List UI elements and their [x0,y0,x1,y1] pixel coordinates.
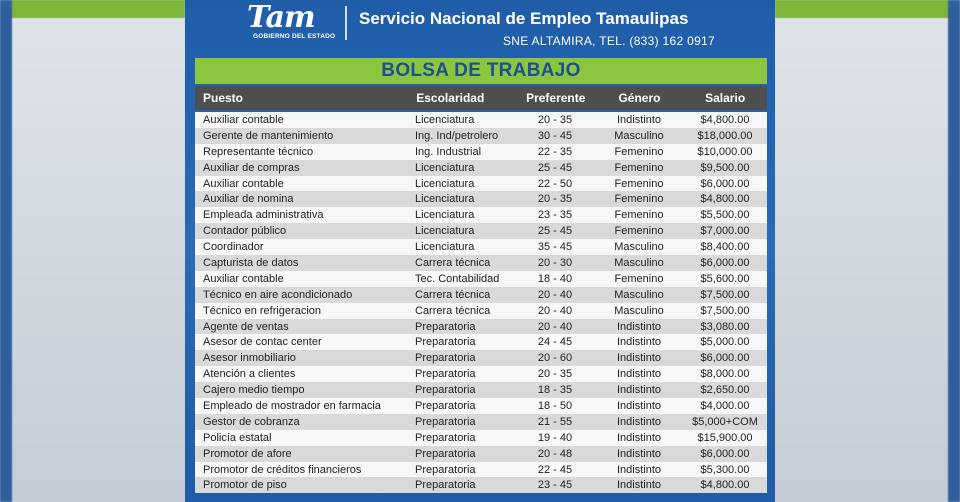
cell-puesto: Auxiliar contable [203,113,284,126]
table-row [195,176,767,192]
cell-edad: 35 - 45 [537,241,573,254]
table-row [195,239,767,255]
cell-escolaridad: Preparatoria [415,368,476,381]
cell-escolaridad: Licenciatura [415,225,475,238]
table-row [195,223,767,239]
cell-genero: Masculino [614,129,664,142]
cell-escolaridad: Licenciatura [415,193,475,206]
cell-salario: $4,800.00 [700,479,750,492]
cell-escolaridad: Preparatoria [415,447,476,460]
cell-genero: Indistinto [616,336,662,349]
cell-puesto: Gerente de mantenimiento [203,129,334,142]
table-row [195,477,767,493]
cell-escolaridad: Preparatoria [415,431,476,444]
organization-title: Servicio Nacional de Empleo Tamaulipas [359,9,689,28]
cell-puesto: Técnico en aire acondicionado [203,288,353,301]
table-row [195,398,767,414]
cell-edad: 23 - 45 [537,479,573,492]
cell-escolaridad: Preparatoria [415,463,476,476]
cell-salario: $6,000.00 [700,352,750,365]
cell-puesto: Técnico en refrigeracion [203,304,322,317]
background-green-band [775,0,960,18]
cell-salario: $5,000.00 [700,336,750,349]
blurred-background-left [0,0,185,502]
cell-genero: Masculino [614,256,664,269]
cell-salario: $10,000.00 [697,145,753,158]
cell-escolaridad: Preparatoria [415,320,476,333]
column-header-genero: Género [618,91,661,105]
background-blue-strip [948,0,960,502]
poster-header [185,0,775,56]
table-row [195,446,767,462]
cell-edad: 18 - 50 [537,399,573,412]
cell-escolaridad: Preparatoria [415,399,476,412]
blurred-background-right [775,0,960,502]
background-green-band [0,0,185,18]
table-row [195,414,767,430]
cell-edad: 20 - 35 [537,113,573,126]
cell-genero: Femenino [614,209,664,222]
cell-salario: $15,900.00 [697,431,753,444]
cell-puesto: Promotor de afore [203,447,292,460]
cell-puesto: Promotor de piso [203,479,287,492]
organization-contact: SNE ALTAMIRA, TEL. (833) 162 0917 [503,34,716,48]
cell-genero: Femenino [614,193,664,206]
cell-puesto: Contador público [203,225,287,238]
cell-edad: 22 - 35 [537,145,573,158]
cell-escolaridad: Licenciatura [415,209,475,222]
table-row [195,334,767,350]
cell-edad: 22 - 50 [537,177,573,190]
table-header [195,86,767,110]
cell-genero: Masculino [614,304,664,317]
cell-escolaridad: Preparatoria [415,336,476,349]
cell-salario: $6,000.00 [700,177,750,190]
cell-edad: 19 - 40 [537,431,573,444]
table-row [195,462,767,478]
table-row [195,366,767,382]
cell-genero: Indistinto [616,431,662,444]
cell-genero: Indistinto [616,352,662,365]
cell-salario: $5,600.00 [700,272,750,285]
cell-edad: 25 - 45 [537,225,573,238]
cell-puesto: Agente de ventas [203,320,289,333]
cell-genero: Indistinto [616,384,662,397]
cell-escolaridad: Tec. Contabilidad [415,272,500,285]
cell-escolaridad: Preparatoria [415,415,476,428]
cell-puesto: Asesor de contac center [203,336,322,349]
cell-escolaridad: Carrera técnica [415,304,491,317]
cell-salario: $7,500.00 [700,304,750,317]
column-header-salario: Salario [705,91,746,105]
table-row [195,191,767,207]
cell-genero: Femenino [614,225,664,238]
cell-escolaridad: Licenciatura [415,161,475,174]
cell-puesto: Coordinador [203,241,264,254]
job-board-poster [185,0,775,502]
cell-edad: 18 - 40 [537,272,573,285]
cell-edad: 20 - 30 [537,256,573,269]
table-row [195,287,767,303]
cell-escolaridad: Ing. Industrial [415,145,482,158]
cell-puesto: Policía estatal [203,431,272,444]
table-row [195,382,767,398]
tamaulipas-logo [247,0,336,44]
cell-genero: Indistinto [616,463,662,476]
cell-genero: Indistinto [616,368,662,381]
header-divider [345,6,347,40]
cell-salario: $18,000.00 [697,129,753,142]
cell-puesto: Auxiliar contable [203,177,284,190]
cell-salario: $6,000.00 [700,256,750,269]
cell-puesto: Auxiliar de compras [203,161,300,174]
cell-salario: $8,000.00 [700,368,750,381]
cell-salario: $7,000.00 [700,225,750,238]
table-row [195,144,767,160]
cell-genero: Masculino [614,241,664,254]
cell-genero: Masculino [614,288,664,301]
cell-genero: Indistinto [616,320,662,333]
cell-genero: Indistinto [616,415,662,428]
cell-salario: $6,000.00 [700,447,750,460]
cell-edad: 20 - 35 [537,368,573,381]
cell-salario: $5,300.00 [700,463,750,476]
cell-salario: $4,800.00 [700,113,750,126]
table-row [195,160,767,176]
cell-edad: 22 - 45 [537,463,573,476]
table-row [195,207,767,223]
cell-puesto: Atención a clientes [203,368,296,381]
cell-puesto: Representante técnico [203,145,314,158]
cell-salario: $8,400.00 [700,241,750,254]
cell-puesto: Auxiliar de nomina [203,193,294,206]
cell-escolaridad: Licenciatura [415,177,475,190]
cell-escolaridad: Licenciatura [415,113,475,126]
cell-genero: Indistinto [616,399,662,412]
cell-edad: 20 - 35 [537,193,573,206]
column-header-preferente: Preferente [526,91,586,105]
column-header-puesto: Puesto [203,91,244,105]
logo-text: Tam [247,0,315,35]
table-row [195,112,767,128]
cell-genero: Femenino [614,177,664,190]
cell-escolaridad: Carrera técnica [415,256,491,269]
cell-salario: $9,500.00 [700,161,750,174]
cell-edad: 30 - 45 [537,129,573,142]
cell-edad: 23 - 35 [537,209,573,222]
cell-edad: 24 - 45 [537,336,573,349]
cell-edad: 21 - 55 [537,415,573,428]
cell-salario: $7,500.00 [700,288,750,301]
cell-puesto: Asesor inmobiliario [203,352,296,365]
cell-salario: $5,500.00 [700,209,750,222]
section-banner: BOLSA DE TRABAJO [195,58,767,84]
cell-escolaridad: Preparatoria [415,352,476,365]
cell-genero: Indistinto [616,479,662,492]
cell-escolaridad: Licenciatura [415,241,475,254]
table-body [195,112,767,493]
cell-escolaridad: Ing. Ind/petrolero [415,129,499,142]
cell-edad: 25 - 45 [537,161,573,174]
cell-edad: 20 - 40 [537,304,573,317]
cell-genero: Indistinto [616,113,662,126]
cell-puesto: Empleado de mostrador en farmacia [203,399,381,412]
cell-edad: 20 - 40 [537,320,573,333]
cell-genero: Femenino [614,272,664,285]
cell-salario: $5,000+COM [692,415,758,428]
cell-puesto: Auxiliar contable [203,272,284,285]
cell-edad: 20 - 48 [537,447,573,460]
cell-genero: Femenino [614,145,664,158]
table-row [195,303,767,319]
cell-escolaridad: Preparatoria [415,479,476,492]
cell-genero: Femenino [614,161,664,174]
background-blue-strip [0,0,12,502]
cell-puesto: Empleada administrativa [203,209,324,222]
cell-salario: $4,800.00 [700,193,750,206]
table-row [195,430,767,446]
cell-escolaridad: Preparatoria [415,384,476,397]
cell-salario: $3,080.00 [700,320,750,333]
cell-edad: 20 - 40 [537,288,573,301]
cell-edad: 18 - 35 [537,384,573,397]
cell-puesto: Gestor de cobranza [203,415,300,428]
table-row [195,271,767,287]
cell-puesto: Capturista de datos [203,256,299,269]
cell-salario: $2,650.00 [700,384,750,397]
logo-subtitle: GOBIERNO DEL ESTADO [253,33,336,40]
cell-edad: 20 - 60 [537,352,573,365]
table-row [195,319,767,335]
cell-puesto: Promotor de créditos financieros [203,463,362,476]
table-row [195,128,767,144]
table-row [195,255,767,271]
table-row [195,350,767,366]
cell-escolaridad: Carrera técnica [415,288,491,301]
cell-puesto: Cajero medio tiempo [203,384,305,397]
column-header-escolaridad: Escolaridad [416,91,485,105]
cell-salario: $4,000.00 [700,399,750,412]
job-table [195,86,767,493]
cell-genero: Indistinto [616,447,662,460]
